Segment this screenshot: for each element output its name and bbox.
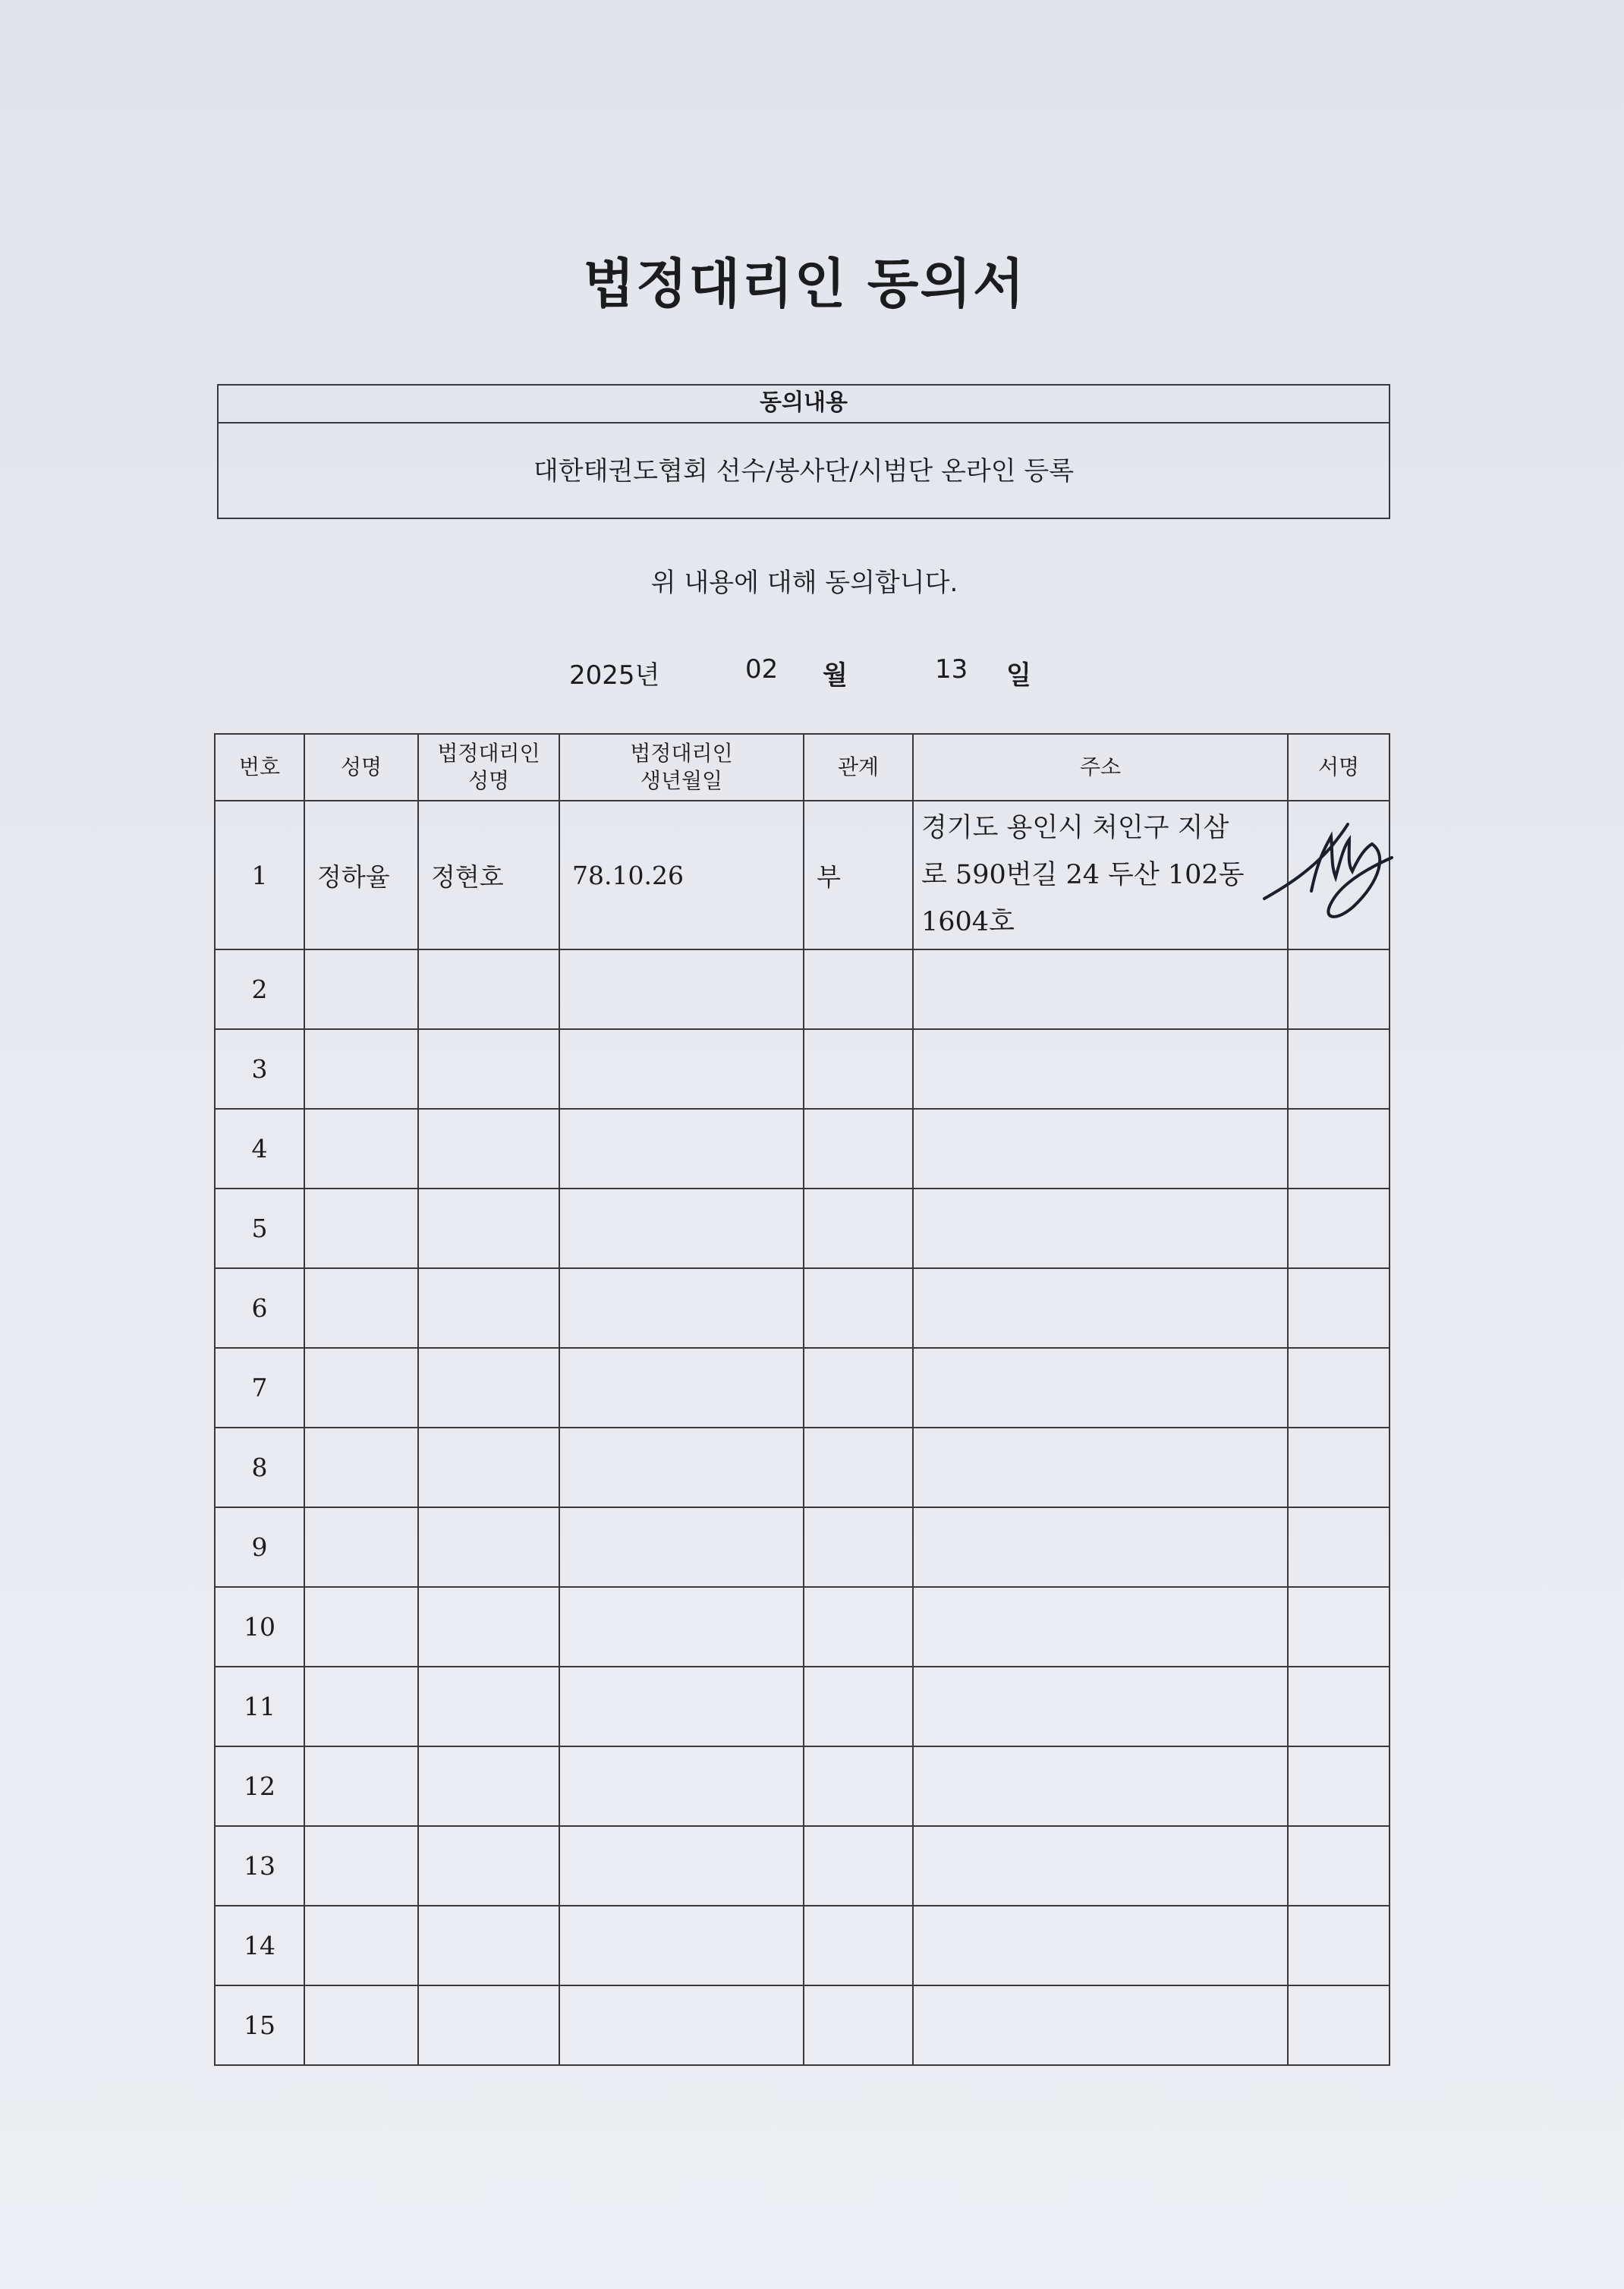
date-day-value: 13 [935,654,968,685]
row-relation [804,1268,913,1348]
row-name [304,1667,418,1746]
header-relation: 관계 [804,734,913,801]
row-signature [1288,1348,1390,1428]
row-signature [1288,1826,1390,1906]
row-relation [804,1587,913,1667]
row-number: 7 [215,1348,304,1428]
row-signature [1288,1428,1390,1507]
row-name [304,1826,418,1906]
table-row [215,1587,1390,1667]
table-row [215,1507,1390,1587]
row-number: 9 [215,1507,304,1587]
row-relation [804,1507,913,1587]
table-row [215,1667,1390,1746]
row-guardian-birth: 78.10.26 [559,801,804,949]
table-row [215,1985,1390,2065]
row-number: 1 [215,801,304,949]
row-signature [1288,1507,1390,1587]
row-number: 12 [215,1746,304,1826]
table-row [215,1348,1390,1428]
row-number: 8 [215,1428,304,1507]
row-number: 4 [215,1109,304,1189]
row-number: 5 [215,1189,304,1268]
date-month-value: 02 [745,654,779,685]
row-name [304,949,418,1029]
row-number: 2 [215,949,304,1029]
row-guardian-name [418,1507,559,1587]
handwritten-signature [1258,809,1395,923]
table-row [215,1826,1390,1906]
row-address-line3: 1604호 [921,907,1015,937]
row-guardian-name [418,1826,559,1906]
header-guardian-birth [559,734,804,801]
row-number: 11 [215,1667,304,1746]
row-address [913,1268,1288,1348]
table-row [215,1109,1390,1189]
row-guardian-birth [559,1189,804,1268]
row-name [304,1985,418,2065]
table-row [215,949,1390,1029]
row-number: 14 [215,1906,304,1985]
row-guardian-name [418,1428,559,1507]
row-relation [804,1109,913,1189]
header-number: 번호 [215,734,304,801]
row-signature [1288,1109,1390,1189]
row-guardian-birth [559,1587,804,1667]
document-title: 법정대리인 동의서 [583,252,1026,315]
row-name [304,1906,418,1985]
row-relation [804,1906,913,1985]
row-relation [804,1746,913,1826]
row-name [304,1348,418,1428]
row-relation [804,1029,913,1109]
row-signature [1288,1587,1390,1667]
row-number: 3 [215,1029,304,1109]
row-guardian-name [418,1189,559,1268]
guardian-roster-table [214,733,1390,2066]
header-address: 주소 [913,734,1288,801]
header-signature: 서명 [1288,734,1390,801]
row-signature [1288,949,1390,1029]
row-guardian-name [418,1667,559,1746]
row-address [913,1826,1288,1906]
row-guardian-name [418,1109,559,1189]
row-number: 15 [215,1985,304,2065]
row-address [913,1507,1288,1587]
row-address-line2: 로 590번길 24 두산 102동 [921,860,1245,890]
row-guardian-birth [559,1507,804,1587]
row-guardian-birth [559,1428,804,1507]
row-guardian-birth [559,1029,804,1109]
consent-content-body: 대한태권도협회 선수/봉사단/시범단 온라인 등록 [533,456,1075,486]
row-number: 10 [215,1587,304,1667]
row-address [913,1985,1288,2065]
row-number: 6 [215,1268,304,1348]
row-relation [804,1667,913,1746]
header-guardian-name [418,734,559,801]
row-signature [1288,1029,1390,1109]
row-name [304,1268,418,1348]
row-guardian-birth [559,1348,804,1428]
row-signature [1288,1985,1390,2065]
row-relation [804,1348,913,1428]
header-guardian-birth-line2: 생년월일 [640,768,723,793]
agreement-statement: 위 내용에 대해 동의합니다. [650,568,958,598]
table-row [215,801,1390,949]
row-guardian-birth [559,1906,804,1985]
row-guardian-birth [559,1109,804,1189]
table-row [215,1268,1390,1348]
row-relation: 부 [804,801,913,949]
row-guardian-name [418,1029,559,1109]
row-address [913,1587,1288,1667]
row-address [913,1667,1288,1746]
row-number: 13 [215,1826,304,1906]
header-guardian-birth-line1: 법정대리인 [630,741,733,766]
table-row [215,1189,1390,1268]
row-relation [804,1189,913,1268]
row-address [913,1746,1288,1826]
row-guardian-name [418,949,559,1029]
row-guardian-birth [559,1268,804,1348]
table-row [215,1029,1390,1109]
row-guardian-name [418,1348,559,1428]
row-address [913,1109,1288,1189]
row-relation [804,1428,913,1507]
row-name [304,1428,418,1507]
table-row [215,1428,1390,1507]
consent-content-box [217,384,1390,519]
row-name: 정하율 [304,801,418,949]
row-address [913,1906,1288,1985]
header-name: 성명 [304,734,418,801]
header-guardian-name-line2: 성명 [467,768,510,793]
row-guardian-name [418,1268,559,1348]
row-guardian-name [418,1746,559,1826]
row-address [913,1428,1288,1507]
row-guardian-birth [559,1746,804,1826]
row-name [304,1587,418,1667]
row-address [913,1189,1288,1268]
row-name [304,1189,418,1268]
row-signature [1288,801,1390,949]
row-signature [1288,1268,1390,1348]
row-guardian-name: 정현호 [418,801,559,949]
row-address [913,949,1288,1029]
date-month-unit: 월 [823,660,848,691]
table-row [215,1906,1390,1985]
date-day-unit: 일 [1006,660,1031,691]
row-guardian-birth [559,1667,804,1746]
consent-content-header: 동의내용 [219,386,1389,423]
row-guardian-birth [559,949,804,1029]
row-relation [804,1826,913,1906]
row-relation [804,1985,913,2065]
header-guardian-name-line1: 법정대리인 [437,741,540,766]
row-name [304,1746,418,1826]
row-signature [1288,1906,1390,1985]
row-signature [1288,1189,1390,1268]
date-year: 2025년 [569,660,660,691]
row-address-line1: 경기도 용인시 처인구 지삼 [921,813,1229,843]
row-guardian-name [418,1906,559,1985]
row-address [913,1029,1288,1109]
row-signature [1288,1746,1390,1826]
row-guardian-name [418,1985,559,2065]
row-guardian-birth [559,1985,804,2065]
row-name [304,1029,418,1109]
row-signature [1288,1667,1390,1746]
row-guardian-birth [559,1826,804,1906]
row-relation [804,949,913,1029]
row-guardian-name [418,1587,559,1667]
row-address [913,1348,1288,1428]
table-header-row [215,734,1390,801]
row-name [304,1507,418,1587]
row-address [913,801,1288,949]
table-row [215,1746,1390,1826]
row-name [304,1109,418,1189]
